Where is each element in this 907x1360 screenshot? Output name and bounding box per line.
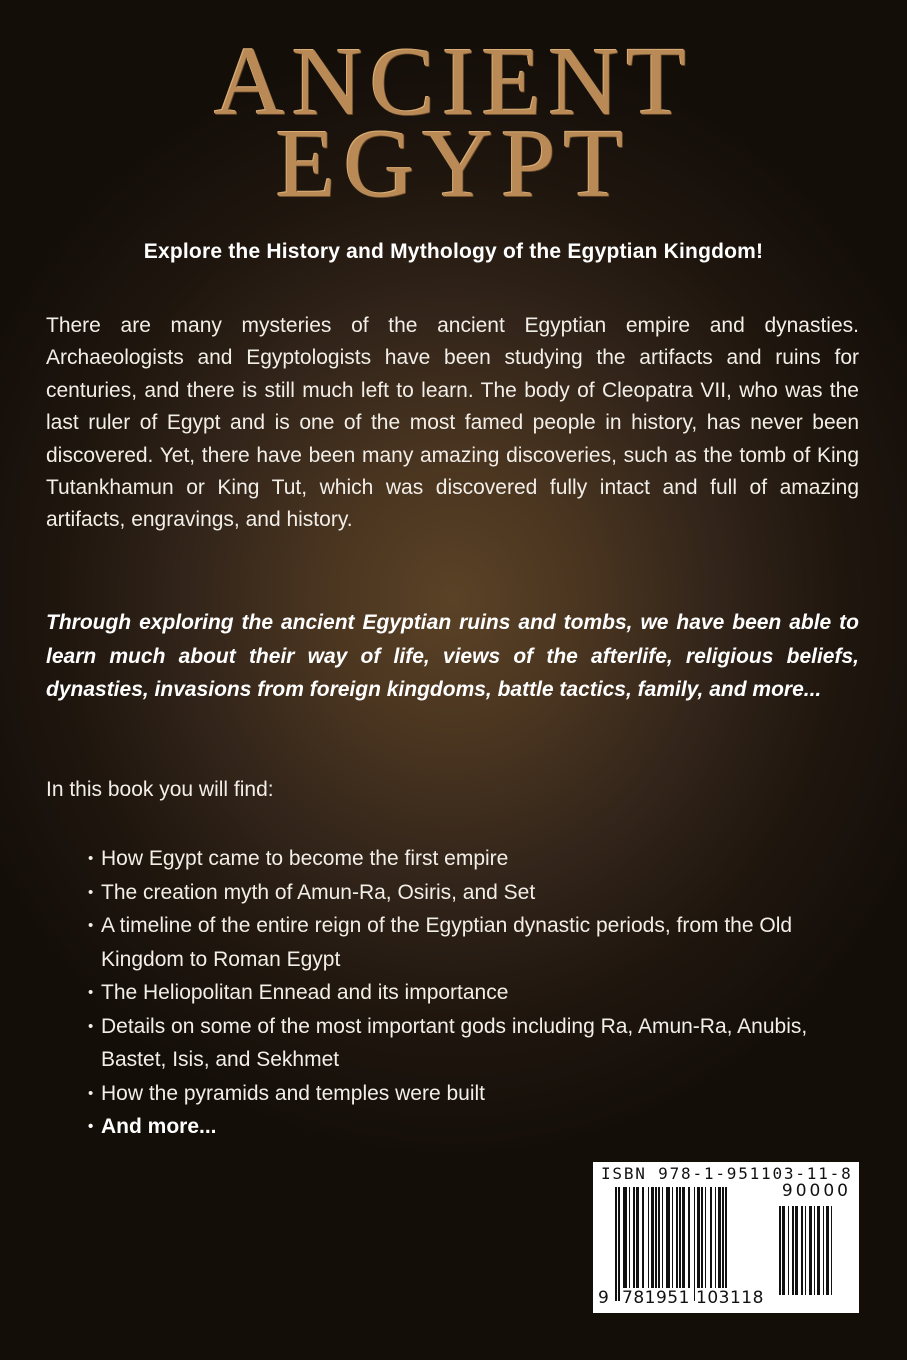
list-item-text: The creation myth of Amun-Ra, Osiris, and Set: [101, 880, 536, 904]
list-item: [88, 909, 868, 976]
isbn-label: ISBN 978-1-951103-11-8: [601, 1164, 853, 1183]
list-item: [88, 1077, 868, 1111]
list-item-text: A timeline of the entire reign of the Egyptian dynastic periods, from the Old Kingdom to Roman Egypt: [101, 914, 793, 971]
list-item-and-more: [88, 1110, 868, 1144]
barcode-bars-icon: [615, 1187, 765, 1301]
list-item: [88, 876, 868, 910]
description-paragraph: There are many mysteries of the ancient Egyptian empire and dynasties. Archaeologists and Egyptologists have been studying the artifacts and ruins for centuries, and there is still much left to learn. The body of Cleopatra VII, who was the last ruler of Egypt and is one of the most famed people in history, has never been discovered. Yet, there have been many amazing discoveries, such as the tomb of King Tutankhamun or King Tut, which was discovered fully intact and full of amazing artifacts, engravings, and history.: [46, 314, 859, 532]
list-item-text: How Egypt came to become the first empire: [101, 847, 509, 870]
title-line-ancient: ANCIENT: [213, 28, 694, 136]
title-line-egypt: EGYPT: [275, 110, 632, 218]
list-item-text: The Heliopolitan Ennead and its importance: [101, 981, 509, 1004]
ean-digits-right: 103118: [696, 1288, 764, 1308]
bullet-icon: •: [88, 1084, 94, 1102]
list-item-text: Details on some of the most important gods including Ra, Amun-Ra, Anubis, Bastet, Isis, and Sekhmet: [101, 1014, 808, 1071]
bullet-icon: •: [88, 850, 94, 867]
bullet-icon: •: [88, 883, 94, 901]
ean-digit-first: 9: [598, 1288, 609, 1308]
bullet-icon: •: [88, 984, 94, 1001]
list-item: [88, 1010, 868, 1077]
ean-digits-left: 781951: [622, 1288, 690, 1308]
list-item: [88, 976, 868, 1010]
list-item: [88, 842, 868, 876]
price-code: 90000: [781, 1181, 851, 1201]
tagline: Explore the History and Mythology of the Egyptian Kingdom!: [143, 240, 764, 263]
bullet-icon: •: [88, 1017, 94, 1035]
isbn-barcode: [593, 1162, 859, 1313]
list-intro: In this book you will find:: [46, 778, 274, 801]
feature-list: [88, 842, 868, 1144]
bullet-icon: •: [88, 1118, 94, 1135]
list-item-text: And more...: [101, 1115, 217, 1138]
addon-barcode-bars-icon: [779, 1206, 851, 1295]
bullet-icon: •: [88, 917, 94, 934]
list-item-text: How the pyramids and temples were built: [101, 1081, 486, 1105]
highlight-paragraph: Through exploring the ancient Egyptian ruins and tombs, we have been able to learn much about their way of life, views of the afterlife, religious beliefs, dynasties, invasions from foreign kingdoms, battle tactics, family, and more...: [46, 611, 859, 701]
